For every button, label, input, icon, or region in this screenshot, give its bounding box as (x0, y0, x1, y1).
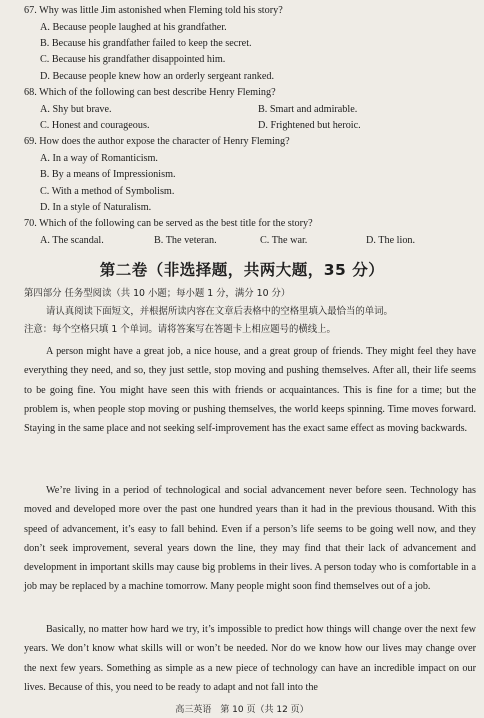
question-69-stem: 69. How does the author expose the character of Henry Fleming? (24, 136, 290, 147)
question-68-option-a: A. Shy but brave. (40, 104, 112, 115)
section-title: 第二卷（非选择题，共两大题，35 分） (99, 261, 385, 279)
question-68-option-d: D. Frightened but heroic. (258, 120, 361, 131)
question-70-stem: 70. Which of the following can be served as the best title for the story? (24, 218, 313, 229)
question-69-option-a: A. In a way of Romanticism. (40, 153, 158, 164)
question-70-option-c: C. The war. (260, 235, 308, 246)
question-68-stem: 68. Which of the following can best describe Henry Fleming? (24, 87, 276, 98)
question-67-option-b: B. Because his grandfather failed to keep the secret. (40, 38, 252, 49)
section-instruction: 请认真阅读下面短文，并根据所读内容在文章后表格中的空格里填入最恰当的单词。 (46, 306, 393, 317)
question-67-stem: 67. Why was little Jim astonished when Fleming told his story? (24, 5, 283, 16)
question-67-option-d: D. Because people knew how an orderly sergeant ranked. (40, 71, 275, 82)
section-part-label: 第四部分 任务型阅读（共 10 小题；每小题 1 分，满分 10 分） (24, 288, 291, 299)
passage-paragraph-3: Basically, no matter how hard we try, it’s impossible to predict how things will change over the next few years. We don’t know what skills will or won’t be needed. Nor do we know how our lives may change over the next few years. Something as simple as a new piece of technology can have an incredible impact on our lives. Because of this, you need to be ready to adapt and not fall into the (24, 624, 476, 693)
question-70-option-b: B. The veteran. (154, 235, 217, 246)
question-67-option-c: C. Because his grandfather disappointed him. (40, 54, 226, 65)
question-69-option-d: D. In a style of Naturalism. (40, 202, 152, 213)
page-footer: 高三英语 第 10 页（共 12 页） (175, 705, 309, 715)
section-note: 注意：每个空格只填 1 个单词。请将答案写在答题卡上相应题号的横线上。 (24, 324, 336, 335)
question-69-option-c: C. With a method of Symbolism. (40, 186, 175, 197)
question-68-option-c: C. Honest and courageous. (40, 120, 150, 131)
question-69-option-b: B. By a means of Impressionism. (40, 169, 176, 180)
question-68-option-b: B. Smart and admirable. (258, 104, 358, 115)
passage-paragraph-2: We’re living in a period of technological and social advancement never before seen. Technology has moved and developed more over the past one hundred years than it had in the previous thousand. With this speed of advancement, it’s easy to fall behind. Even if a person’s life seems to be going well now, and they don’t seek improvement, several years down the line, they may find that their lack of advancement and development in important skills may cause big problems in their lives. A person today who is comfortable in a job may be replaced by a machine tomorrow. Many people might soon find themselves out of a job. (24, 485, 476, 593)
question-70-option-a: A. The scandal. (40, 235, 104, 246)
question-67-option-a: A. Because people laughed at his grandfather. (40, 22, 227, 33)
question-70-option-d: D. The lion. (366, 235, 416, 246)
passage-paragraph-1: A person might have a great job, a nice house, and a great group of friends. They might feel they have everything they need, and so, they just settle, stop moving and pushing themselves. After all, their life seems to be going fine. You might have seen this with friends or acquaintances. This is fine for a time; but the problem is, when people stop moving or pushing themselves, the world keeps spinning. Time moves forward. Staying in the same place and not seeking self-improvement has the exact same effect as moving backwards. (24, 346, 476, 435)
